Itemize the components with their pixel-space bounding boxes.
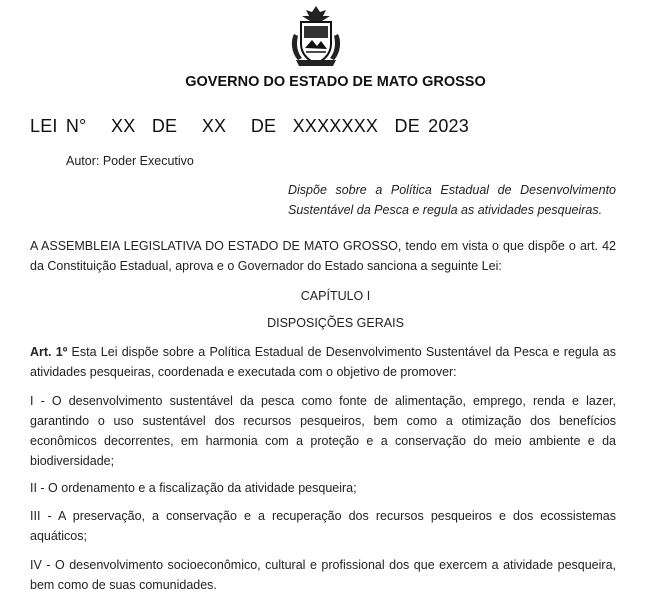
article-1-text: Esta Lei dispõe sobre a Política Estadual de Desenvolvimento Sustentável da Pesca e regula as atividades pesqueiras, coordenada e executada com o objetivo de promover: (30, 345, 616, 379)
article-1-label: Art. 1º (30, 345, 68, 359)
article-1-item-1: I - O desenvolvimento sustentável da pesca como fonte de alimentação, emprego, renda e lazer, garantindo o uso sustentável dos recursos pesqueiros, bem como a otimização dos benefícios econômicos decorrentes, em harmonia com a proteção e a conservação do meio ambiente e da biodiversidade; (30, 394, 616, 468)
preamble-paragraph: A ASSEMBLEIA LEGISLATIVA DO ESTADO DE MATO GROSSO, tendo em vista o que dispõe o art. 42 da Constituição Estadual, aprova e o Governador do Estado sanciona a seguinte Lei: (30, 239, 616, 273)
law-number-title: LEI N° XX DE XX DE XXXXXXX DE 2023 (30, 116, 469, 136)
crest-bird (302, 6, 330, 21)
article-1-paragraph (30, 342, 616, 382)
government-title: GOVERNO DO ESTADO DE MATO GROSSO (185, 74, 486, 90)
law-summary: Dispõe sobre a Política Estadual de Desenvolvimento Sustentável da Pesca e regula as atividades pesqueiras. (288, 183, 616, 217)
crest-banner (296, 60, 336, 66)
article-1-item-3: III - A preservação, a conservação e a recuperação dos recursos pesqueiros e dos ecossistemas aquáticos; (30, 509, 616, 543)
chapter-title: DISPOSIÇÕES GERAIS (267, 316, 404, 330)
article-1-item-2: II - O ordenamento e a fiscalização da atividade pesqueira; (30, 481, 357, 495)
chapter-number: CAPÍTULO I (300, 289, 371, 303)
article-1-item-4: IV - O desenvolvimento socioeconômico, cultural e profissional dos que exercem a atividade pesqueira, bem como de suas comunidades. (30, 558, 616, 592)
author-line: Autor: Poder Executivo (66, 154, 194, 168)
state-coat-of-arms-emblem (288, 4, 344, 70)
